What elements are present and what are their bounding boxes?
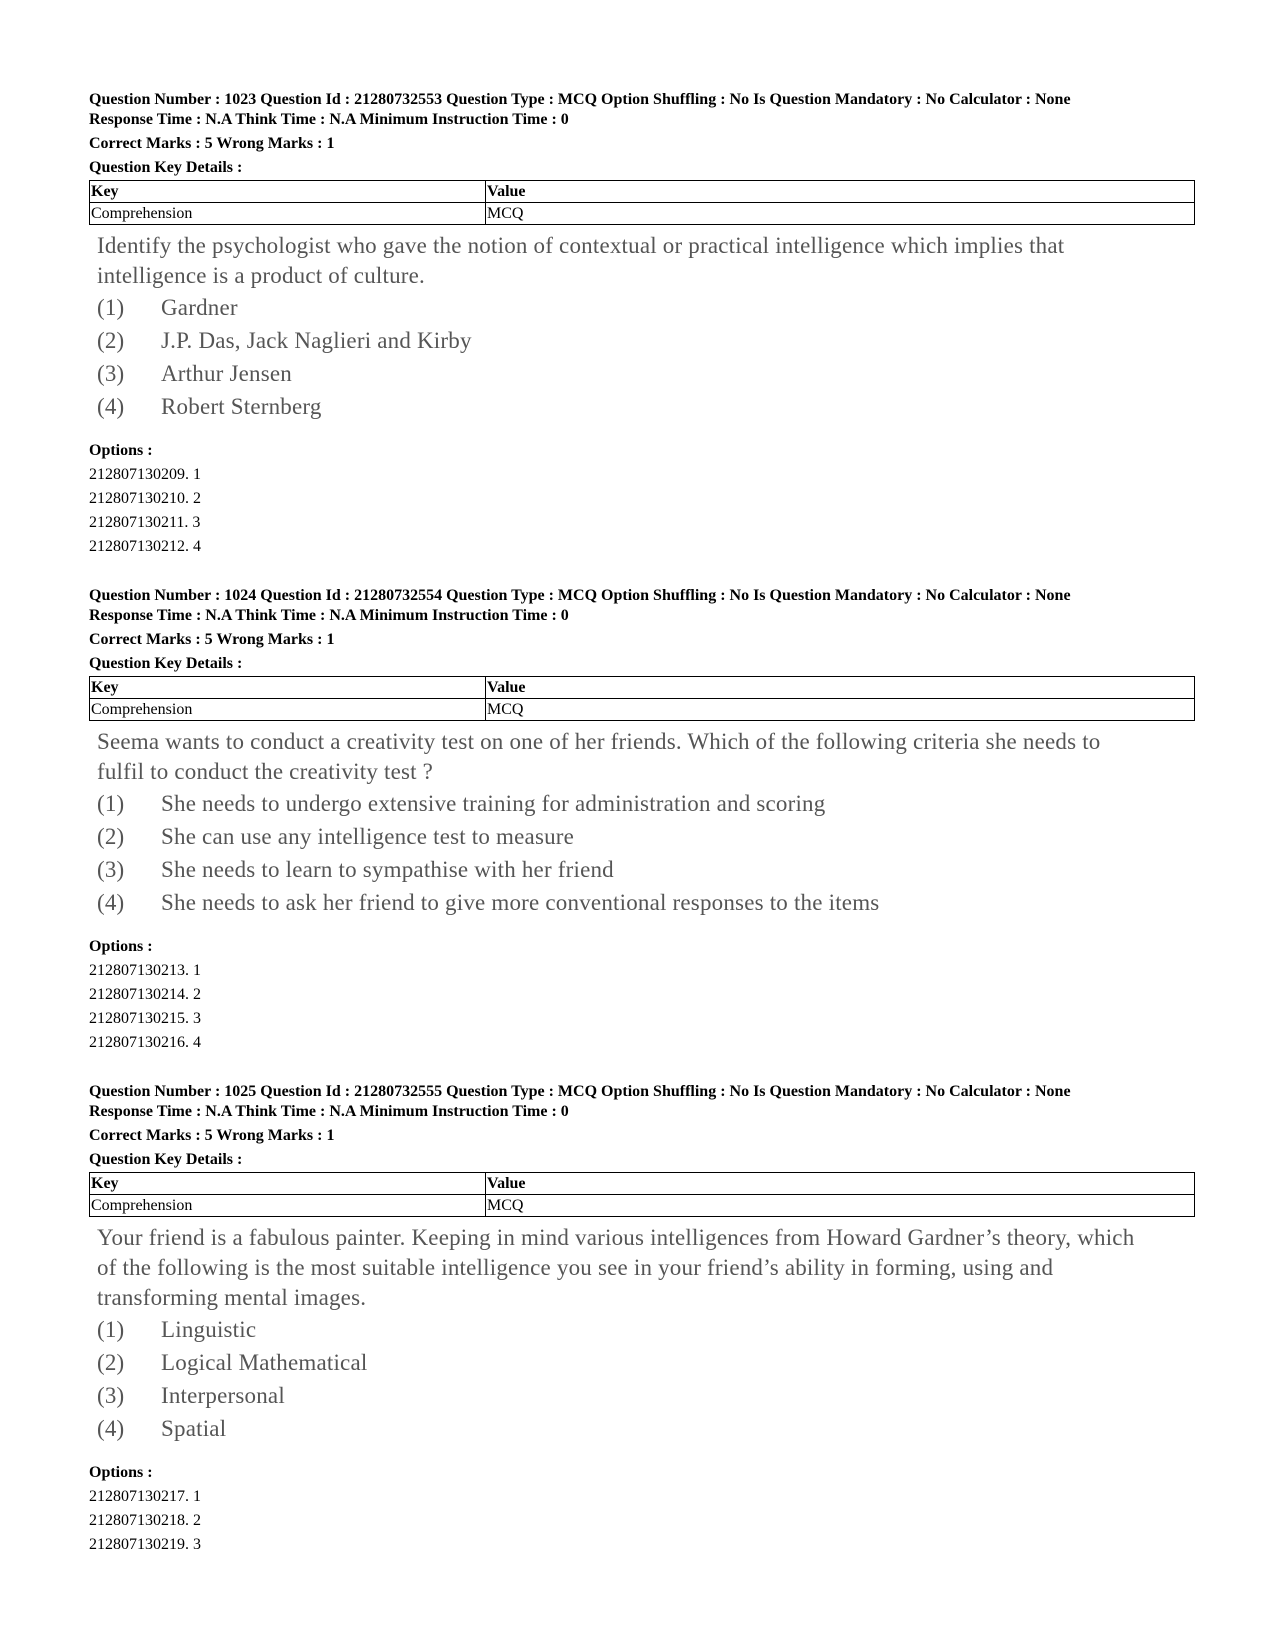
- option-item: 212807130216. 4: [89, 1034, 201, 1051]
- choice-number: (1): [97, 791, 125, 816]
- question-key-table: [89, 180, 1195, 225]
- question-choice: [97, 886, 1198, 919]
- choice-text: She needs to ask her friend to give more conventional responses to the items: [161, 890, 880, 915]
- key-table-header-value: Value: [486, 181, 1195, 203]
- choice-number: (3): [97, 361, 125, 386]
- key-table-header-key: Key: [90, 181, 486, 203]
- choice-text: She needs to undergo extensive training for administration and scoring: [161, 791, 826, 816]
- question-choice: [97, 324, 1198, 357]
- key-table-header-row: [90, 677, 1195, 699]
- option-item: 212807130212. 4: [89, 538, 201, 555]
- key-table-cell-key: Comprehension: [90, 699, 486, 721]
- options-list: [89, 439, 1198, 559]
- choice-text: Gardner: [161, 295, 238, 320]
- question-stem: Identify the psychologist who gave the notion of contextual or practical intelligence which implies that intelligence is a product of culture.: [97, 233, 1065, 288]
- question-image: [97, 727, 1198, 919]
- question-image: [97, 1223, 1198, 1445]
- question-meta-line-1: Question Number : 1024 Question Id : 21280732554 Question Type : MCQ Option Shuffling : No Is Question Mandatory : No Calculator : None: [89, 587, 1071, 604]
- question-meta-line-1: Question Number : 1025 Question Id : 21280732555 Question Type : MCQ Option Shuffling : No Is Question Mandatory : No Calculator : None: [89, 1083, 1071, 1100]
- question-block-1023: [89, 90, 1198, 559]
- question-meta-line-2: Response Time : N.A Think Time : N.A Minimum Instruction Time : 0: [89, 111, 569, 128]
- key-table-row: [90, 699, 1195, 721]
- choice-text: She needs to learn to sympathise with her friend: [161, 857, 614, 882]
- question-marks: Correct Marks : 5 Wrong Marks : 1: [89, 631, 335, 648]
- choice-text: J.P. Das, Jack Naglieri and Kirby: [161, 328, 472, 353]
- option-item: 212807130211. 3: [89, 514, 201, 531]
- key-table-header-key: Key: [90, 1173, 486, 1195]
- question-choice: [97, 1379, 1198, 1412]
- key-table-header-value: Value: [486, 677, 1195, 699]
- key-table-cell-key: Comprehension: [90, 1195, 486, 1217]
- option-item: 212807130209. 1: [89, 466, 201, 483]
- choice-text: Spatial: [161, 1416, 227, 1441]
- question-choice: [97, 291, 1198, 324]
- key-table-row: [90, 203, 1195, 225]
- choice-text: Robert Sternberg: [161, 394, 322, 419]
- question-meta: [89, 1082, 1198, 1170]
- question-choice: [97, 787, 1198, 820]
- choice-text: She can use any intelligence test to measure: [161, 824, 575, 849]
- question-key-details-label: Question Key Details :: [89, 655, 243, 672]
- choice-number: (4): [97, 1416, 125, 1441]
- choice-number: (2): [97, 1350, 125, 1375]
- choice-text: Interpersonal: [161, 1383, 285, 1408]
- question-choice: [97, 390, 1198, 423]
- option-item: 212807130219. 3: [89, 1536, 201, 1553]
- choice-text: Arthur Jensen: [161, 361, 292, 386]
- question-key-table: [89, 676, 1195, 721]
- option-item: 212807130215. 3: [89, 1010, 201, 1027]
- question-block-1024: [89, 586, 1198, 1055]
- question-stem: Seema wants to conduct a creativity test on one of her friends. Which of the following criteria she needs to fulfil to conduct the creativity test ?: [97, 729, 1101, 784]
- key-table-header-value: Value: [486, 1173, 1195, 1195]
- key-table-cell-value: MCQ: [486, 699, 1195, 721]
- options-label: Options :: [89, 1464, 153, 1481]
- question-choice: [97, 1346, 1198, 1379]
- option-item: 212807130213. 1: [89, 962, 201, 979]
- choice-text: Linguistic: [161, 1317, 257, 1342]
- question-block-1025: [89, 1082, 1198, 1557]
- key-table-header-row: [90, 1173, 1195, 1195]
- question-key-details-label: Question Key Details :: [89, 159, 243, 176]
- option-item: 212807130210. 2: [89, 490, 201, 507]
- question-meta-line-2: Response Time : N.A Think Time : N.A Minimum Instruction Time : 0: [89, 607, 569, 624]
- question-meta: [89, 90, 1198, 178]
- choice-number: (3): [97, 1383, 125, 1408]
- question-marks: Correct Marks : 5 Wrong Marks : 1: [89, 1127, 335, 1144]
- options-label: Options :: [89, 938, 153, 955]
- question-choice: [97, 853, 1198, 886]
- choice-number: (3): [97, 857, 125, 882]
- key-table-row: [90, 1195, 1195, 1217]
- choice-text: Logical Mathematical: [161, 1350, 368, 1375]
- choice-number: (1): [97, 1317, 125, 1342]
- choice-number: (1): [97, 295, 125, 320]
- question-choice: [97, 357, 1198, 390]
- question-key-table: [89, 1172, 1195, 1217]
- option-item: 212807130214. 2: [89, 986, 201, 1003]
- choice-number: (4): [97, 890, 125, 915]
- choice-number: (2): [97, 328, 125, 353]
- question-choice: [97, 1412, 1198, 1445]
- question-image: [97, 231, 1198, 423]
- key-table-cell-key: Comprehension: [90, 203, 486, 225]
- options-list: [89, 1461, 1198, 1557]
- question-marks: Correct Marks : 5 Wrong Marks : 1: [89, 135, 335, 152]
- key-table-cell-value: MCQ: [486, 1195, 1195, 1217]
- question-stem: Your friend is a fabulous painter. Keeping in mind various intelligences from Howard Gardner’s theory, which of the following is the most suitable intelligence you see in your friend’s ability in forming, using and transforming mental images.: [97, 1225, 1135, 1310]
- choice-number: (2): [97, 824, 125, 849]
- question-choice: [97, 1313, 1198, 1346]
- question-meta-line-2: Response Time : N.A Think Time : N.A Minimum Instruction Time : 0: [89, 1103, 569, 1120]
- choice-number: (4): [97, 394, 125, 419]
- key-table-header-key: Key: [90, 677, 486, 699]
- options-list: [89, 935, 1198, 1055]
- option-item: 212807130217. 1: [89, 1488, 201, 1505]
- key-table-cell-value: MCQ: [486, 203, 1195, 225]
- options-label: Options :: [89, 442, 153, 459]
- question-key-details-label: Question Key Details :: [89, 1151, 243, 1168]
- question-choice: [97, 820, 1198, 853]
- key-table-header-row: [90, 181, 1195, 203]
- question-meta-line-1: Question Number : 1023 Question Id : 21280732553 Question Type : MCQ Option Shuffling : No Is Question Mandatory : No Calculator : None: [89, 91, 1071, 108]
- question-meta: [89, 586, 1198, 674]
- option-item: 212807130218. 2: [89, 1512, 201, 1529]
